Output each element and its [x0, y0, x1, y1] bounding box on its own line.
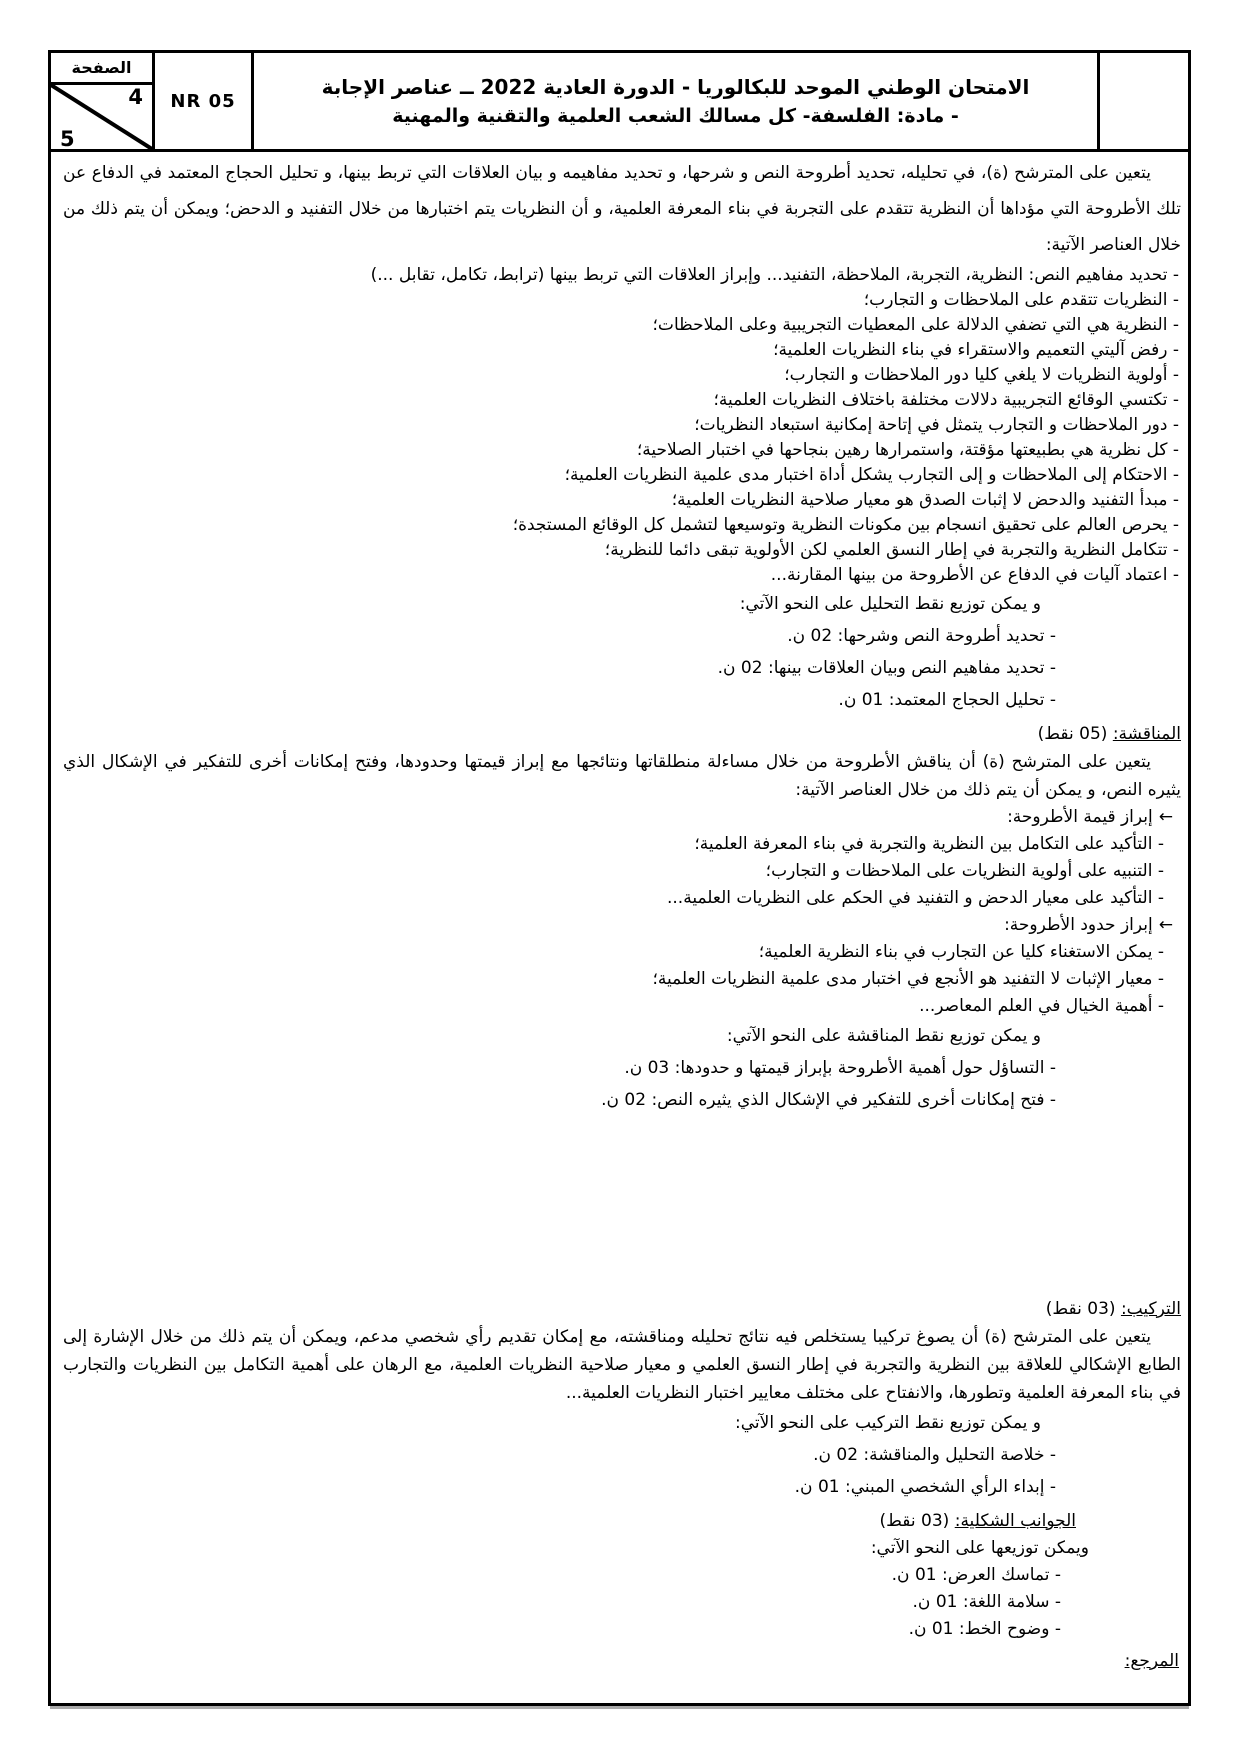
formal-aspects-heading: الجوانب الشكلية: (03 نقط) — [879, 1511, 1076, 1531]
discussion-points-line: - التساؤل حول أهمية الأطروحة بإبراز قيمتها و حدودها: 03 ن. — [624, 1058, 1056, 1078]
reference-heading: المرجع: — [1124, 1651, 1179, 1671]
page-fraction-cell — [51, 85, 152, 149]
value-bullet: - التأكيد على معيار الدحض و التفنيد في الحكم على النظريات العلمية... — [667, 888, 1164, 908]
document-title — [254, 53, 1100, 149]
analysis-intro-paragraph: يتعين على المترشح (ة)، في تحليله، تحديد أطروحة النص و شرحها، و تحديد مفاهيمه و بيان العلاقات التي تربط بينها، و تحليل الحجاج المعتمد في الدفاع عن تلك الأطروحة التي مؤداها أن النظرية تتقدم على التجربة في بناء المعرفة العلمية، و أن النظريات يتم اختبارها من خلال التفنيد و الدحض؛ ويمكن أن يتم ذلك من خلال العناصر الآتية: — [63, 163, 1181, 255]
left-arrow-icon: ← — [1158, 807, 1173, 827]
analysis-bullet: - اعتماد آليات في الدفاع عن الأطروحة من بينها المقارنة... — [770, 565, 1179, 585]
limits-bullet: - معيار الإثبات لا التفنيد هو الأنجع في اختبار مدى علمية النظريات العلمية؛ — [652, 969, 1164, 989]
synthesis-points-line: - خلاصة التحليل والمناقشة: 02 ن. — [813, 1445, 1056, 1465]
discussion-heading: المناقشة: (05 نقط) — [1037, 724, 1181, 744]
synthesis-paragraph: يتعين على المترشح (ة) أن يصوغ تركيبا يستخلص فيه نتائج تحليله ومناقشته، مع إمكان تقديم رأي شخصي مدعم، ويمكن أن يتم ذلك من خلال الإشارة إلى الطابع الإشكالي للعلاقة بين النظرية والتجربة في إطار النسق العلمي و معيار صلاحية النظريات العلمية، مع الرهان على أهمية التكامل بين النظريات والتجارب في بناء المعرفة العلمية وتطورها، والانفتاح على مختلف معايير اختبار النظريات العلمية... — [63, 1327, 1181, 1403]
blank-space — [63, 1114, 1181, 1289]
analysis-bullet: - النظريات تتقدم على الملاحظات و التجارب؛ — [863, 290, 1179, 310]
synthesis-points-intro: و يمكن توزيع نقط التركيب على النحو الآتي: — [735, 1413, 1041, 1433]
synthesis-points-line: - إبداء الرأي الشخصي المبني: 01 ن. — [794, 1477, 1056, 1497]
analysis-bullet: - أولوية النظريات لا يلغي كليا دور الملاحظات و التجارب؛ — [784, 365, 1179, 385]
page-current: 4 — [128, 85, 143, 109]
analysis-bullet: - تتكامل النظرية والتجربة في إطار النسق العلمي لكن الأولوية تبقى دائما للنظرية؛ — [604, 540, 1179, 560]
analysis-points-line: - تحليل الحجاج المعتمد: 01 ن. — [838, 690, 1056, 710]
discussion-points-intro: و يمكن توزيع نقط المناقشة على النحو الآتي: — [726, 1026, 1041, 1046]
title-line-1: الامتحان الوطني الموحد للبكالوريا - الدورة العادية 2022 ــ عناصر الإجابة — [321, 75, 1030, 99]
thesis-limits-header: ←إبراز حدود الأطروحة: — [63, 912, 1181, 939]
page-label: الصفحة — [51, 53, 152, 85]
analysis-points-line: - تحديد مفاهيم النص وبيان العلاقات بينها: 02 ن. — [717, 658, 1056, 678]
analysis-points-intro: و يمكن توزيع نقط التحليل على النحو الآتي: — [739, 594, 1041, 614]
page-number-box — [51, 53, 155, 149]
discussion-points-line: - فتح إمكانات أخرى للتفكير في الإشكال الذي يثيره النص: 02 ن. — [601, 1090, 1056, 1110]
thesis-value-header: ←إبراز قيمة الأطروحة: — [63, 804, 1181, 831]
analysis-bullet: - رفض آليتي التعميم والاستقراء في بناء النظريات العلمية؛ — [773, 340, 1179, 360]
reference-code: NR 05 — [155, 53, 254, 149]
discussion-paragraph: يتعين على المترشح (ة) أن يناقش الأطروحة من خلال مساءلة منطلقاتها ونتائجها مع إبراز قيمتها وحدودها، وفتح إمكانات أخرى للتفكير في الإشكال الذي يثيره النص، و يمكن أن يتم ذلك من خلال العناصر الآتية: — [63, 752, 1181, 800]
header-empty-cell — [1100, 53, 1188, 149]
formal-points-line: - سلامة اللغة: 01 ن. — [912, 1592, 1061, 1612]
formal-points-line: - تماسك العرض: 01 ن. — [891, 1565, 1061, 1585]
analysis-bullet: - الاحتكام إلى الملاحظات و إلى التجارب يشكل أداة اختبار مدى علمية النظريات العلمية؛ — [564, 465, 1179, 485]
analysis-bullet: - كل نظرية هي بطبيعتها مؤقتة، واستمرارها رهين بنجاحها في اختبار الصلاحية؛ — [636, 440, 1179, 460]
answer-elements-body — [51, 152, 1188, 1675]
document-header — [51, 53, 1188, 152]
analysis-bullet: - دور الملاحظات و التجارب يتمثل في إتاحة إمكانية استبعاد النظريات؛ — [694, 415, 1179, 435]
page-total: 5 — [60, 127, 75, 151]
formal-points-intro: ويمكن توزيعها على النحو الآتي: — [870, 1538, 1089, 1558]
exam-answer-sheet — [48, 50, 1191, 1706]
analysis-bullet: - النظرية هي التي تضفي الدلالة على المعطيات التجريبية وعلى الملاحظات؛ — [652, 315, 1179, 335]
analysis-bullet: - مبدأ التفنيد والدحض لا إثبات الصدق هو معيار صلاحية النظريات العلمية؛ — [671, 490, 1179, 510]
analysis-bullet: - تحديد مفاهيم النص: النظرية، التجربة، الملاحظة، التفنيد... وإبراز العلاقات التي تربط بينها (ترابط، تكامل، تقابل ...) — [370, 265, 1179, 285]
limits-bullet: - أهمية الخيال في العلم المعاصر... — [919, 996, 1164, 1016]
synthesis-heading: التركيب: (03 نقط) — [1045, 1299, 1181, 1319]
left-arrow-icon: ← — [1158, 915, 1173, 935]
value-bullet: - التنبيه على أولوية النظريات على الملاحظات و التجارب؛ — [765, 861, 1164, 881]
analysis-bullet: - تكتسي الوقائع التجريبية دلالات مختلفة باختلاف النظريات العلمية؛ — [713, 390, 1179, 410]
value-bullet: - التأكيد على التكامل بين النظرية والتجربة في بناء المعرفة العلمية؛ — [694, 834, 1164, 854]
analysis-bullet: - يحرص العالم على تحقيق انسجام بين مكونات النظرية وتوسيعها لتشمل كل الوقائع المستجدة؛ — [512, 515, 1179, 535]
formal-points-line: - وضوح الخط: 01 ن. — [908, 1619, 1061, 1639]
limits-bullet: - يمكن الاستغناء كليا عن التجارب في بناء النظرية العلمية؛ — [758, 942, 1164, 962]
analysis-points-line: - تحديد أطروحة النص وشرحها: 02 ن. — [787, 626, 1056, 646]
title-line-2: - مادة: الفلسفة- كل مسالك الشعب العلمية والتقنية والمهنية — [392, 105, 959, 127]
